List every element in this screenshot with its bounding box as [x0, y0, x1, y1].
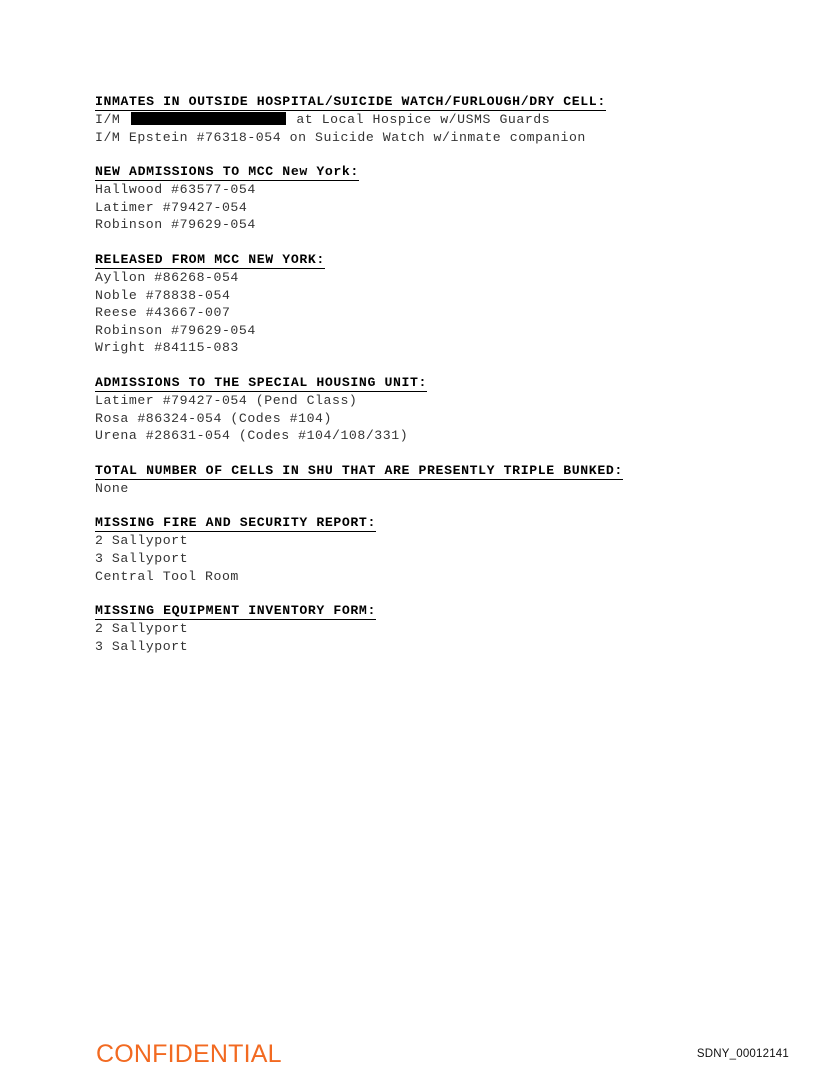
document-line: [95, 111, 715, 129]
line-prefix: I/M: [95, 112, 129, 127]
line-suffix: at Local Hospice w/USMS Guards: [287, 112, 551, 127]
document-line: Rosa #86324-054 (Codes #104): [95, 410, 332, 426]
bates-number: SDNY_00012141: [696, 1048, 789, 1060]
document-line: Latimer #79427-054: [95, 199, 248, 215]
section-heading: RELEASED FROM MCC NEW YORK:: [95, 251, 325, 267]
document-line: Robinson #79629-054: [95, 322, 256, 338]
section-heading: ADMISSIONS TO THE SPECIAL HOUSING UNIT:: [95, 374, 428, 390]
document-line: Robinson #79629-054: [95, 217, 256, 233]
section-heading: MISSING EQUIPMENT INVENTORY FORM:: [95, 603, 376, 619]
document-line: None: [95, 480, 129, 496]
section-missing-equipment-inventory-form: [95, 601, 715, 655]
redaction-bar: [131, 112, 286, 125]
section-new-admissions: [95, 162, 715, 234]
section-shu-admissions: [95, 373, 715, 445]
document-line: 2 Sallyport: [95, 533, 189, 549]
document-line: 3 Sallyport: [95, 638, 189, 654]
document-line: Wright #84115-083: [95, 340, 239, 356]
document-line: Urena #28631-054 (Codes #104/108/331): [95, 428, 409, 444]
section-heading: MISSING FIRE AND SECURITY REPORT:: [95, 515, 376, 531]
document-line: Noble #78838-054: [95, 287, 231, 303]
section-heading: NEW ADMISSIONS TO MCC New York:: [95, 164, 359, 180]
section-heading: TOTAL NUMBER OF CELLS IN SHU THAT ARE PRESENTLY TRIPLE BUNKED:: [95, 462, 623, 478]
document-line: Hallwood #63577-054: [95, 182, 256, 198]
document-line: Latimer #79427-054 (Pend Class): [95, 392, 358, 408]
section-inmates-outside-hospital: [95, 92, 715, 146]
document-line: Central Tool Room: [95, 568, 239, 584]
document-body: [95, 92, 715, 671]
document-line: Ayllon #86268-054: [95, 269, 239, 285]
document-line: I/M Epstein #76318-054 on Suicide Watch w/inmate companion: [95, 129, 586, 145]
document-line: 3 Sallyport: [95, 550, 189, 566]
section-missing-fire-security-report: [95, 513, 715, 585]
confidential-stamp: CONFIDENTIAL: [96, 1040, 282, 1068]
document-line: Reese #43667-007: [95, 305, 231, 321]
document-line: 2 Sallyport: [95, 621, 189, 637]
section-heading: INMATES IN OUTSIDE HOSPITAL/SUICIDE WATCH/FURLOUGH/DRY CELL:: [95, 94, 606, 109]
section-triple-bunked-cells: [95, 461, 715, 498]
section-released-from-mcc: [95, 250, 715, 357]
